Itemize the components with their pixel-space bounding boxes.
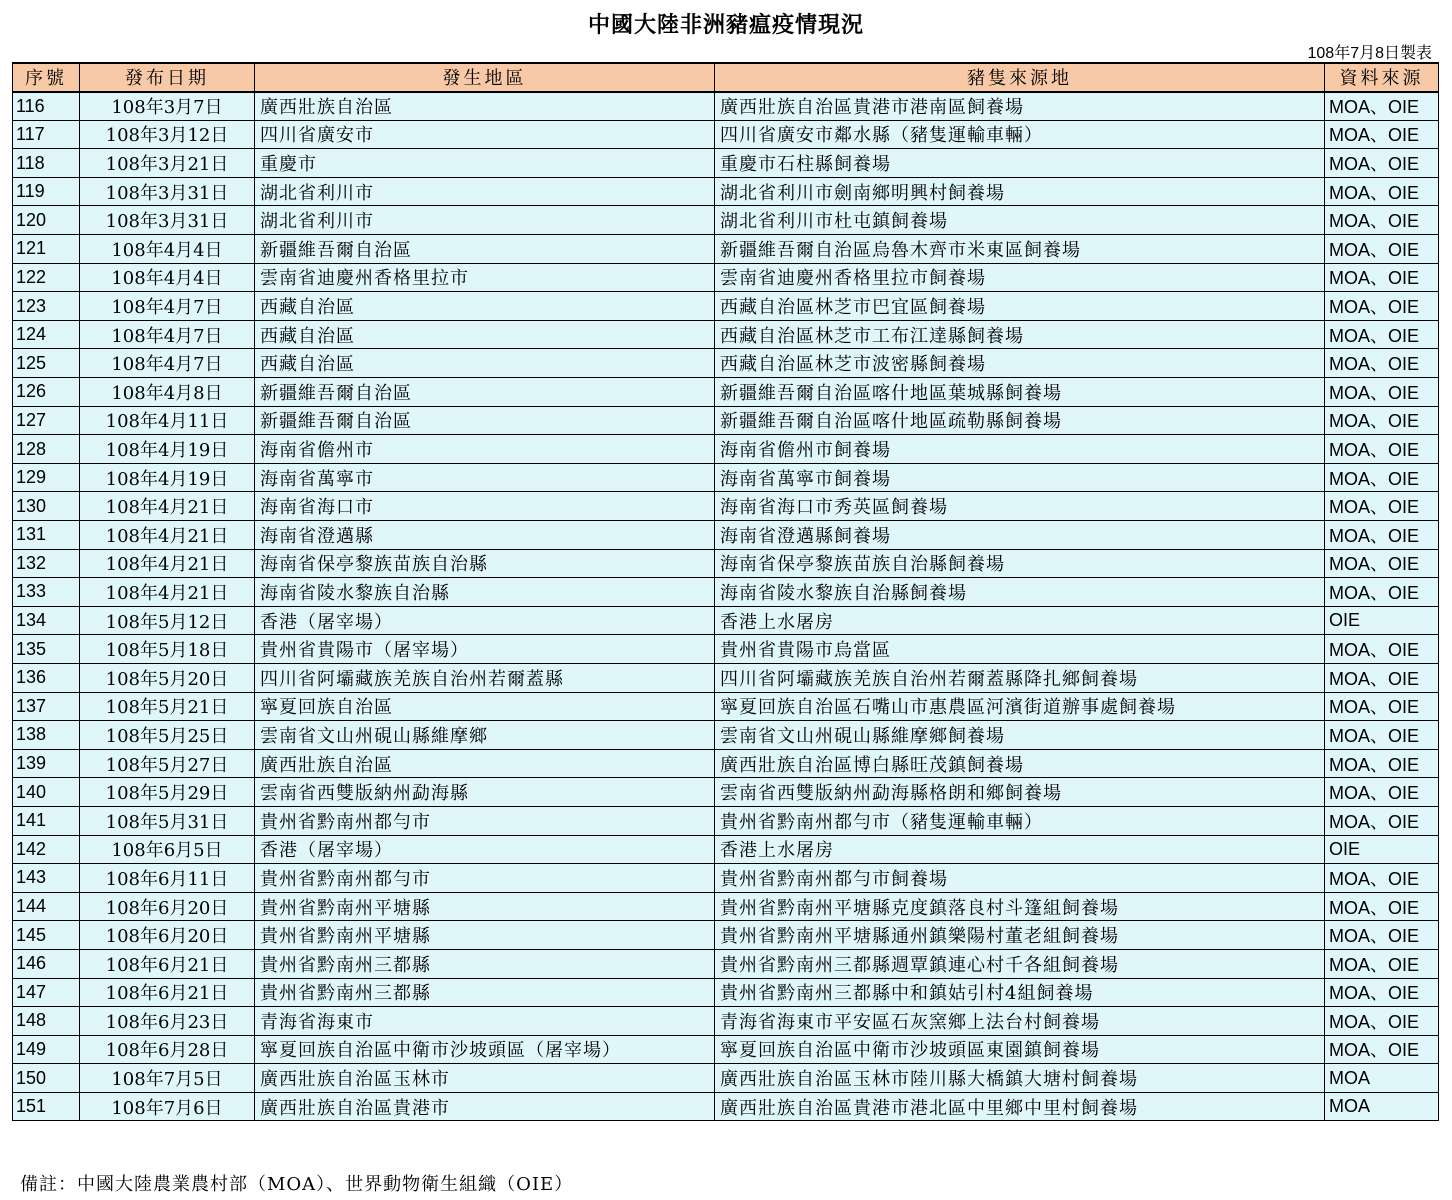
table-row (13, 120, 1439, 149)
date-cell: 108年5月18日 (80, 635, 255, 664)
data-source-cell: MOA、OIE (1325, 864, 1439, 893)
location-cell: 香港（屠宰場） (255, 606, 715, 635)
serial-cell: 121 (13, 235, 80, 264)
data-source-cell: MOA、OIE (1325, 978, 1439, 1007)
pig-source-cell: 西藏自治區林芝市巴宜區飼養場 (715, 292, 1325, 321)
serial-cell: 119 (13, 177, 80, 206)
data-source-cell: MOA、OIE (1325, 921, 1439, 950)
table-row (13, 606, 1439, 635)
location-cell: 貴州省黔南州三都縣 (255, 978, 715, 1007)
serial-cell: 135 (13, 635, 80, 664)
location-cell: 寧夏回族自治區中衛市沙坡頭區（屠宰場） (255, 1035, 715, 1064)
data-source-cell: MOA、OIE (1325, 778, 1439, 807)
data-source-cell: MOA、OIE (1325, 463, 1439, 492)
data-source-cell: MOA、OIE (1325, 320, 1439, 349)
date-cell: 108年6月21日 (80, 949, 255, 978)
table-row (13, 1007, 1439, 1036)
serial-cell: 149 (13, 1035, 80, 1064)
location-cell: 海南省澄邁縣 (255, 521, 715, 550)
data-source-cell: MOA、OIE (1325, 120, 1439, 149)
location-cell: 貴州省黔南州都勻市 (255, 806, 715, 835)
data-source-cell: MOA、OIE (1325, 635, 1439, 664)
pig-source-cell: 海南省萬寧市飼養場 (715, 463, 1325, 492)
serial-cell: 145 (13, 921, 80, 950)
table-row (13, 721, 1439, 750)
pig-source-cell: 貴州省黔南州平塘縣克度鎮落良村斗篷組飼養場 (715, 892, 1325, 921)
serial-cell: 134 (13, 606, 80, 635)
pig-source-cell: 雲南省迪慶州香格里拉市飼養場 (715, 263, 1325, 292)
location-cell: 雲南省迪慶州香格里拉市 (255, 263, 715, 292)
table-row (13, 206, 1439, 235)
location-cell: 新疆維吾爾自治區 (255, 378, 715, 407)
table-row (13, 492, 1439, 521)
location-cell: 青海省海東市 (255, 1007, 715, 1036)
data-source-cell: MOA、OIE (1325, 92, 1439, 121)
date-cell: 108年7月6日 (80, 1092, 255, 1121)
location-cell: 雲南省西雙版納州勐海縣 (255, 778, 715, 807)
serial-cell: 141 (13, 806, 80, 835)
table-row (13, 778, 1439, 807)
serial-cell: 120 (13, 206, 80, 235)
date-cell: 108年3月31日 (80, 206, 255, 235)
data-source-cell: MOA、OIE (1325, 492, 1439, 521)
location-cell: 廣西壯族自治區 (255, 92, 715, 121)
table-row (13, 1064, 1439, 1093)
pig-source-cell: 青海省海東市平安區石灰窯鄉上法台村飼養場 (715, 1007, 1325, 1036)
date-cell: 108年7月5日 (80, 1064, 255, 1093)
location-cell: 新疆維吾爾自治區 (255, 235, 715, 264)
pig-source-cell: 香港上水屠房 (715, 606, 1325, 635)
location-cell: 海南省海口市 (255, 492, 715, 521)
date-cell: 108年4月7日 (80, 349, 255, 378)
pig-source-cell: 貴州省黔南州平塘縣通州鎮樂陽村董老組飼養場 (715, 921, 1325, 950)
pig-source-cell: 雲南省文山州硯山縣維摩鄉飼養場 (715, 721, 1325, 750)
data-source-cell: MOA、OIE (1325, 263, 1439, 292)
table-row (13, 978, 1439, 1007)
pig-source-cell: 四川省阿壩藏族羌族自治州若爾蓋縣降扎鄉飼養場 (715, 663, 1325, 692)
table-row (13, 349, 1439, 378)
data-source-cell: MOA、OIE (1325, 206, 1439, 235)
date-cell: 108年6月20日 (80, 921, 255, 950)
pig-source-cell: 海南省保亭黎族苗族自治縣飼養場 (715, 549, 1325, 578)
table-row (13, 235, 1439, 264)
location-cell: 寧夏回族自治區 (255, 692, 715, 721)
header-data-source: 資料來源 (1325, 63, 1439, 92)
header-pig-source: 豬隻來源地 (715, 63, 1325, 92)
serial-cell: 148 (13, 1007, 80, 1036)
pig-source-cell: 寧夏回族自治區石嘴山市惠農區河濱街道辦事處飼養場 (715, 692, 1325, 721)
table-row (13, 864, 1439, 893)
data-source-cell: MOA、OIE (1325, 692, 1439, 721)
table-row (13, 806, 1439, 835)
data-source-cell: MOA (1325, 1092, 1439, 1121)
data-source-cell: MOA、OIE (1325, 721, 1439, 750)
pig-source-cell: 廣西壯族自治區貴港市港北區中里鄉中里村飼養場 (715, 1092, 1325, 1121)
location-cell: 貴州省黔南州三都縣 (255, 949, 715, 978)
data-source-cell: MOA、OIE (1325, 177, 1439, 206)
date-cell: 108年4月19日 (80, 435, 255, 464)
location-cell: 重慶市 (255, 149, 715, 178)
serial-cell: 122 (13, 263, 80, 292)
serial-cell: 117 (13, 120, 80, 149)
serial-cell: 123 (13, 292, 80, 321)
pig-source-cell: 貴州省貴陽市烏當區 (715, 635, 1325, 664)
table-row (13, 578, 1439, 607)
table-row (13, 92, 1439, 121)
serial-cell: 116 (13, 92, 80, 121)
location-cell: 海南省儋州市 (255, 435, 715, 464)
serial-cell: 131 (13, 521, 80, 550)
table-row (13, 406, 1439, 435)
date-cell: 108年6月28日 (80, 1035, 255, 1064)
pig-source-cell: 香港上水屠房 (715, 835, 1325, 864)
data-source-cell: MOA、OIE (1325, 1035, 1439, 1064)
pig-source-cell: 西藏自治區林芝市工布江達縣飼養場 (715, 320, 1325, 349)
pig-source-cell: 新疆維吾爾自治區喀什地區葉城縣飼養場 (715, 378, 1325, 407)
table-row (13, 463, 1439, 492)
serial-cell: 136 (13, 663, 80, 692)
serial-cell: 150 (13, 1064, 80, 1093)
pig-source-cell: 新疆維吾爾自治區喀什地區疏勒縣飼養場 (715, 406, 1325, 435)
table-row (13, 177, 1439, 206)
date-cell: 108年6月20日 (80, 892, 255, 921)
date-cell: 108年4月21日 (80, 578, 255, 607)
data-source-cell: MOA、OIE (1325, 892, 1439, 921)
date-cell: 108年4月4日 (80, 263, 255, 292)
pig-source-cell: 廣西壯族自治區玉林市陸川縣大橋鎮大塘村飼養場 (715, 1064, 1325, 1093)
date-cell: 108年3月7日 (80, 92, 255, 121)
date-cell: 108年6月5日 (80, 835, 255, 864)
header-date: 發布日期 (80, 63, 255, 92)
location-cell: 貴州省黔南州平塘縣 (255, 921, 715, 950)
date-cell: 108年4月11日 (80, 406, 255, 435)
data-source-cell: MOA、OIE (1325, 749, 1439, 778)
table-row (13, 835, 1439, 864)
pig-source-cell: 海南省澄邁縣飼養場 (715, 521, 1325, 550)
made-date: 108年7月8日製表 (1307, 45, 1432, 62)
location-cell: 湖北省利川市 (255, 206, 715, 235)
date-cell: 108年6月11日 (80, 864, 255, 893)
location-cell: 四川省阿壩藏族羌族自治州若爾蓋縣 (255, 663, 715, 692)
table-row (13, 263, 1439, 292)
serial-cell: 147 (13, 978, 80, 1007)
data-source-cell: MOA (1325, 1064, 1439, 1093)
pig-source-cell: 海南省陵水黎族自治縣飼養場 (715, 578, 1325, 607)
outbreak-table (12, 62, 1439, 1121)
location-cell: 貴州省貴陽市（屠宰場） (255, 635, 715, 664)
serial-cell: 118 (13, 149, 80, 178)
data-source-cell: MOA、OIE (1325, 578, 1439, 607)
date-cell: 108年6月21日 (80, 978, 255, 1007)
serial-cell: 140 (13, 778, 80, 807)
table-row (13, 663, 1439, 692)
data-source-cell: MOA、OIE (1325, 292, 1439, 321)
date-cell: 108年4月7日 (80, 292, 255, 321)
pig-source-cell: 寧夏回族自治區中衛市沙坡頭區東園鎮飼養場 (715, 1035, 1325, 1064)
pig-source-cell: 貴州省黔南州都勻市飼養場 (715, 864, 1325, 893)
header-location: 發生地區 (255, 63, 715, 92)
date-cell: 108年5月25日 (80, 721, 255, 750)
data-source-cell: MOA、OIE (1325, 549, 1439, 578)
data-source-cell: OIE (1325, 606, 1439, 635)
location-cell: 廣西壯族自治區玉林市 (255, 1064, 715, 1093)
date-cell: 108年4月19日 (80, 463, 255, 492)
pig-source-cell: 廣西壯族自治區博白縣旺茂鎮飼養場 (715, 749, 1325, 778)
location-cell: 香港（屠宰場） (255, 835, 715, 864)
date-cell: 108年4月4日 (80, 235, 255, 264)
date-cell: 108年5月31日 (80, 806, 255, 835)
data-source-cell: MOA、OIE (1325, 349, 1439, 378)
location-cell: 貴州省黔南州平塘縣 (255, 892, 715, 921)
pig-source-cell: 雲南省西雙版納州勐海縣格朗和鄉飼養場 (715, 778, 1325, 807)
table-row (13, 435, 1439, 464)
pig-source-cell: 重慶市石柱縣飼養場 (715, 149, 1325, 178)
pig-source-cell: 貴州省黔南州都勻市（豬隻運輸車輛） (715, 806, 1325, 835)
location-cell: 西藏自治區 (255, 349, 715, 378)
page-title: 中國大陸非洲豬瘟疫情現況 (587, 12, 864, 38)
table-row (13, 378, 1439, 407)
date-cell: 108年5月29日 (80, 778, 255, 807)
date-cell: 108年4月7日 (80, 320, 255, 349)
date-cell: 108年4月21日 (80, 549, 255, 578)
data-source-cell: MOA、OIE (1325, 235, 1439, 264)
pig-source-cell: 四川省廣安市鄰水縣（豬隻運輸車輛） (715, 120, 1325, 149)
serial-cell: 129 (13, 463, 80, 492)
date-cell: 108年5月20日 (80, 663, 255, 692)
pig-source-cell: 西藏自治區林芝市波密縣飼養場 (715, 349, 1325, 378)
pig-source-cell: 湖北省利川市劍南鄉明興村飼養場 (715, 177, 1325, 206)
location-cell: 湖北省利川市 (255, 177, 715, 206)
date-cell: 108年5月12日 (80, 606, 255, 635)
location-cell: 海南省保亭黎族苗族自治縣 (255, 549, 715, 578)
data-source-cell: MOA、OIE (1325, 521, 1439, 550)
pig-source-cell: 湖北省利川市杜屯鎮飼養場 (715, 206, 1325, 235)
date-cell: 108年3月31日 (80, 177, 255, 206)
location-cell: 廣西壯族自治區 (255, 749, 715, 778)
pig-source-cell: 貴州省黔南州三都縣中和鎮姑引村4組飼養場 (715, 978, 1325, 1007)
serial-cell: 127 (13, 406, 80, 435)
data-source-cell: MOA、OIE (1325, 806, 1439, 835)
table-row (13, 692, 1439, 721)
header-serial: 序號 (13, 63, 80, 92)
table-row (13, 292, 1439, 321)
serial-cell: 144 (13, 892, 80, 921)
table-header-row (13, 63, 1439, 92)
table-row (13, 921, 1439, 950)
date-cell: 108年4月21日 (80, 492, 255, 521)
serial-cell: 139 (13, 749, 80, 778)
serial-cell: 126 (13, 378, 80, 407)
serial-cell: 130 (13, 492, 80, 521)
location-cell: 廣西壯族自治區貴港市 (255, 1092, 715, 1121)
table-row (13, 892, 1439, 921)
date-cell: 108年3月21日 (80, 149, 255, 178)
pig-source-cell: 海南省海口市秀英區飼養場 (715, 492, 1325, 521)
serial-cell: 124 (13, 320, 80, 349)
table-row (13, 635, 1439, 664)
table-row (13, 749, 1439, 778)
data-source-cell: MOA、OIE (1325, 406, 1439, 435)
pig-source-cell: 廣西壯族自治區貴港市港南區飼養場 (715, 92, 1325, 121)
pig-source-cell: 海南省儋州市飼養場 (715, 435, 1325, 464)
pig-source-cell: 新疆維吾爾自治區烏魯木齊市米東區飼養場 (715, 235, 1325, 264)
data-source-cell: MOA、OIE (1325, 949, 1439, 978)
location-cell: 四川省廣安市 (255, 120, 715, 149)
date-cell: 108年4月8日 (80, 378, 255, 407)
location-cell: 海南省陵水黎族自治縣 (255, 578, 715, 607)
serial-cell: 133 (13, 578, 80, 607)
serial-cell: 132 (13, 549, 80, 578)
date-cell: 108年5月21日 (80, 692, 255, 721)
table-row (13, 320, 1439, 349)
data-source-cell: MOA、OIE (1325, 663, 1439, 692)
serial-cell: 143 (13, 864, 80, 893)
serial-cell: 137 (13, 692, 80, 721)
location-cell: 海南省萬寧市 (255, 463, 715, 492)
location-cell: 新疆維吾爾自治區 (255, 406, 715, 435)
location-cell: 西藏自治區 (255, 292, 715, 321)
date-cell: 108年4月21日 (80, 521, 255, 550)
serial-cell: 138 (13, 721, 80, 750)
location-cell: 雲南省文山州硯山縣維摩鄉 (255, 721, 715, 750)
serial-cell: 125 (13, 349, 80, 378)
table-row (13, 521, 1439, 550)
location-cell: 貴州省黔南州都勻市 (255, 864, 715, 893)
table-row (13, 1035, 1439, 1064)
serial-cell: 151 (13, 1092, 80, 1121)
data-source-cell: MOA、OIE (1325, 149, 1439, 178)
data-source-cell: OIE (1325, 835, 1439, 864)
location-cell: 西藏自治區 (255, 320, 715, 349)
date-cell: 108年5月27日 (80, 749, 255, 778)
table-row (13, 1092, 1439, 1121)
data-source-cell: MOA、OIE (1325, 378, 1439, 407)
pig-source-cell: 貴州省黔南州三都縣週覃鎮連心村千各組飼養場 (715, 949, 1325, 978)
serial-cell: 146 (13, 949, 80, 978)
serial-cell: 142 (13, 835, 80, 864)
table-row (13, 949, 1439, 978)
data-source-cell: MOA、OIE (1325, 1007, 1439, 1036)
serial-cell: 128 (13, 435, 80, 464)
date-cell: 108年6月23日 (80, 1007, 255, 1036)
table-row (13, 549, 1439, 578)
data-source-cell: MOA、OIE (1325, 435, 1439, 464)
date-cell: 108年3月12日 (80, 120, 255, 149)
table-row (13, 149, 1439, 178)
footnote: 備註：中國大陸農業農村部（MOA）、世界動物衛生組織（OIE） (20, 1174, 574, 1195)
